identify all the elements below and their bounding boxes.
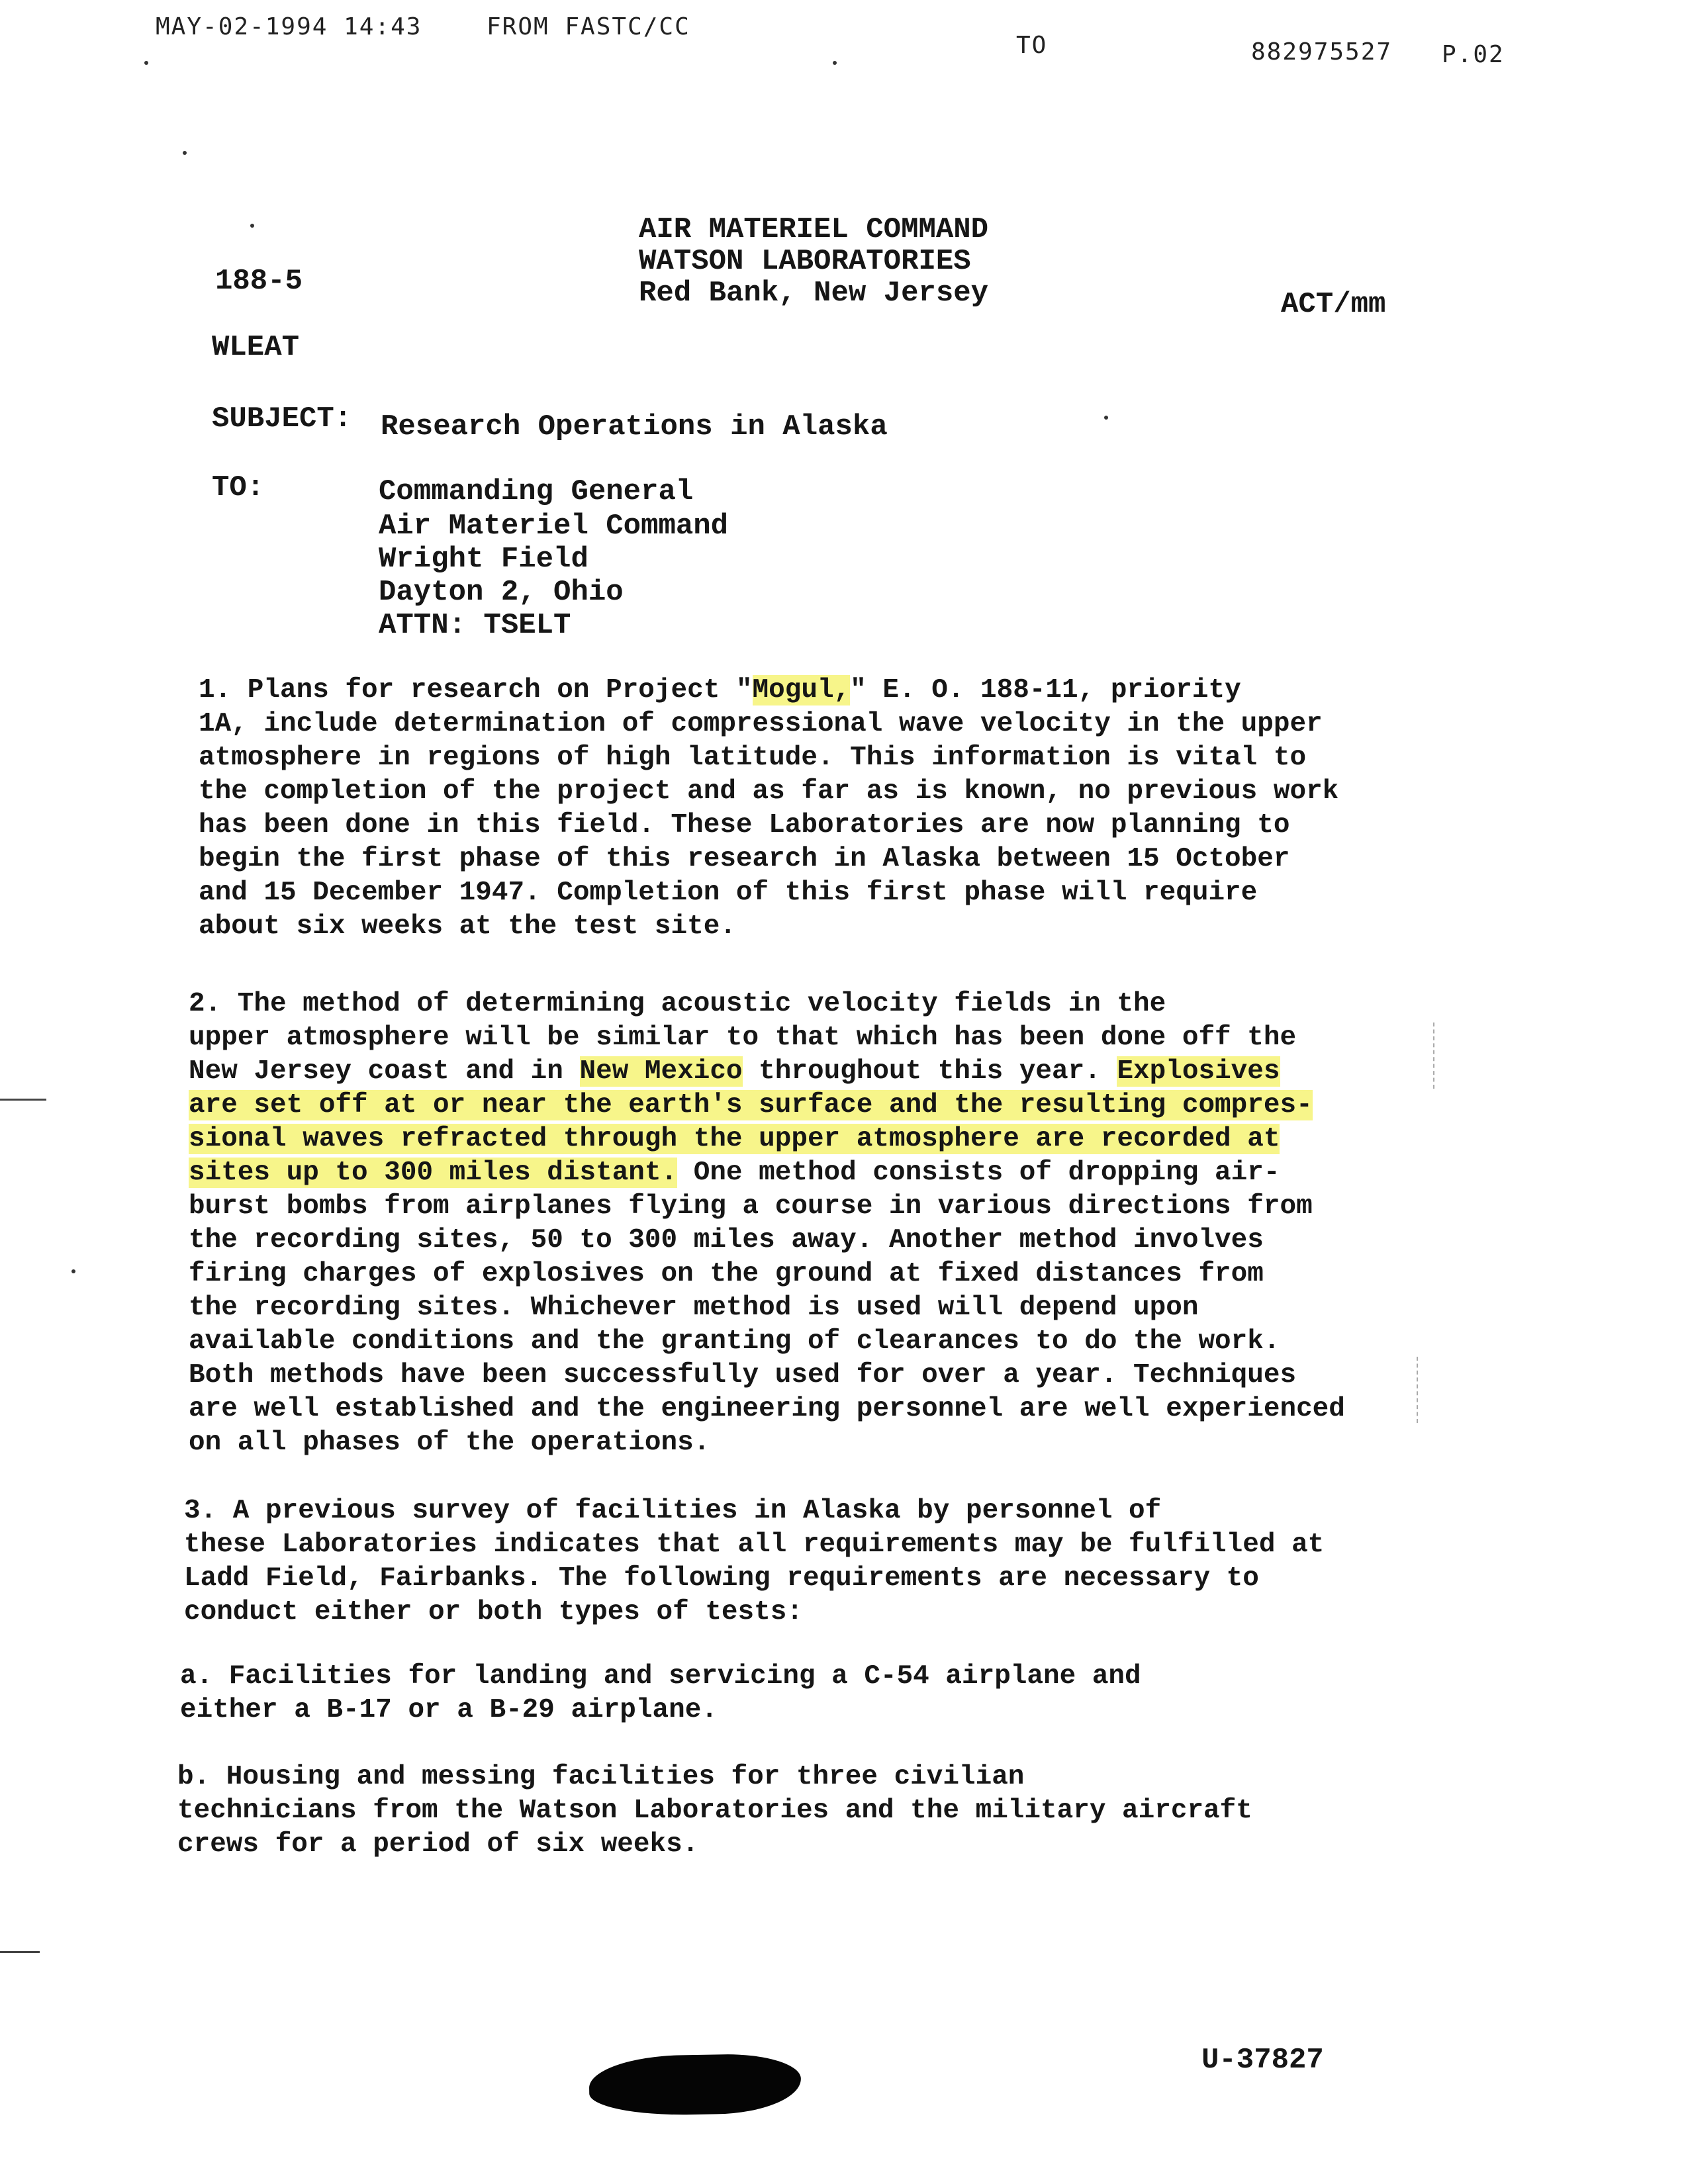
text-line: sites up to 300 miles distant. One method consists of dropping air-	[189, 1158, 1280, 1188]
paragraph-2	[189, 987, 1407, 1460]
text-line: on all phases of the operations.	[189, 1428, 710, 1458]
scan-speck	[71, 1269, 75, 1273]
paragraph-3	[184, 1494, 1402, 1629]
letterhead-line2: WATSON LABORATORIES	[639, 245, 971, 278]
text-line: firing charges of explosives on the ground at fixed distances from	[189, 1259, 1264, 1289]
scan-edge-mark	[0, 1099, 46, 1101]
text-line: 1. Plans for research on Project "Mogul," E. O. 188-11, priority	[199, 675, 1241, 705]
scan-speck	[1104, 416, 1108, 420]
letterhead-line3: Red Bank, New Jersey	[639, 277, 989, 310]
text-line: are well established and the engineering personnel are well experienced	[189, 1394, 1345, 1424]
highlighted-text: are set off at or near the earth's surface and the resulting compres-	[189, 1090, 1313, 1120]
text-line: Ladd Field, Fairbanks. The following requirements are necessary to	[184, 1563, 1259, 1594]
to-line: Dayton 2, Ohio	[379, 576, 624, 609]
item-b	[177, 1760, 1395, 1862]
scan-speck	[183, 151, 187, 155]
text-line: a. Facilities for landing and servicing a C-54 airplane and	[180, 1661, 1141, 1692]
text-line: b. Housing and messing facilities for three civilian	[177, 1762, 1025, 1792]
text-line: the recording sites. Whichever method is used will depend upon	[189, 1293, 1199, 1323]
text-line: these Laboratories indicates that all requirements may be fulfilled at	[184, 1529, 1325, 1560]
highlighted-text: Mogul,	[752, 675, 851, 705]
text-line: technicians from the Watson Laboratories and the military aircraft	[177, 1796, 1252, 1826]
text-line: and 15 December 1947. Completion of this first phase will require	[199, 878, 1258, 908]
text-line: crews for a period of six weeks.	[177, 1829, 699, 1860]
scan-speck	[250, 224, 254, 228]
highlighted-text: New Mexico	[579, 1056, 743, 1087]
text-line: upper atmosphere will be similar to that which has been done off the	[189, 1023, 1297, 1053]
document-number: U-37827	[1201, 2044, 1324, 2077]
highlighted-text: Explosives	[1117, 1056, 1280, 1087]
to-line: Air Materiel Command	[379, 510, 729, 543]
to-line: Commanding General	[379, 475, 694, 508]
item-a	[180, 1660, 1398, 1727]
scan-vertical-mark	[1433, 1023, 1434, 1089]
text-line: the completion of the project and as far as is known, no previous work	[199, 776, 1339, 807]
text-line: 2. The method of determining acoustic velocity fields in the	[189, 989, 1166, 1019]
text-line	[189, 1089, 1407, 1122]
text-line: New Jersey coast and in New Mexico throughout this year. Explosives	[189, 1056, 1280, 1087]
text-line: begin the first phase of this research in Alaska between 15 October	[199, 844, 1290, 874]
initials: ACT/mm	[1281, 288, 1386, 321]
redaction-mark	[588, 2053, 802, 2116]
text-line: the recording sites, 50 to 300 miles away. Another method involves	[189, 1225, 1264, 1255]
text-line: about six weeks at the test site.	[199, 911, 736, 942]
text-line: 3. A previous survey of facilities in Alaska by personnel of	[184, 1496, 1162, 1526]
scan-speck	[144, 61, 148, 65]
letterhead-line1: AIR MATERIEL COMMAND	[639, 213, 989, 246]
fax-to: TO	[1016, 32, 1048, 59]
scan-speck	[833, 61, 837, 65]
fax-page: P.02	[1442, 41, 1505, 68]
text-line: conduct either or both types of tests:	[184, 1597, 803, 1627]
text-line: burst bombs from airplanes flying a course in various directions from	[189, 1191, 1313, 1222]
highlighted-text: sional waves refracted through the upper atmosphere are recorded at	[189, 1124, 1280, 1154]
text-line: has been done in this field. These Laboratories are now planning to	[199, 810, 1290, 841]
fax-number: 882975527	[1251, 38, 1393, 66]
text-line: 1A, include determination of compressional wave velocity in the upper	[199, 709, 1323, 739]
fax-datetime: MAY-02-1994 14:43	[156, 13, 422, 40]
paragraph-1	[199, 674, 1417, 944]
subject-label: SUBJECT:	[212, 402, 352, 435]
to-line: Wright Field	[379, 543, 588, 576]
scan-vertical-mark	[1417, 1357, 1418, 1423]
text-line: either a B-17 or a B-29 airplane.	[180, 1695, 718, 1725]
text-line: available conditions and the granting of clearances to do the work.	[189, 1326, 1280, 1357]
subject: Research Operations in Alaska	[381, 410, 888, 443]
text-line: atmosphere in regions of high latitude. This information is vital to	[199, 743, 1307, 773]
to-line: ATTN: TSELT	[379, 609, 571, 642]
highlighted-text: sites up to 300 miles distant.	[189, 1158, 678, 1188]
text-line	[189, 1122, 1407, 1156]
scan-edge-mark	[0, 1951, 40, 1953]
to-label: TO:	[212, 471, 265, 504]
text-line: Both methods have been successfully used for over a year. Techniques	[189, 1360, 1297, 1390]
office-symbol: WLEAT	[212, 331, 300, 364]
file-number: 188-5	[215, 265, 303, 298]
fax-from: FROM FASTC/CC	[487, 13, 690, 40]
